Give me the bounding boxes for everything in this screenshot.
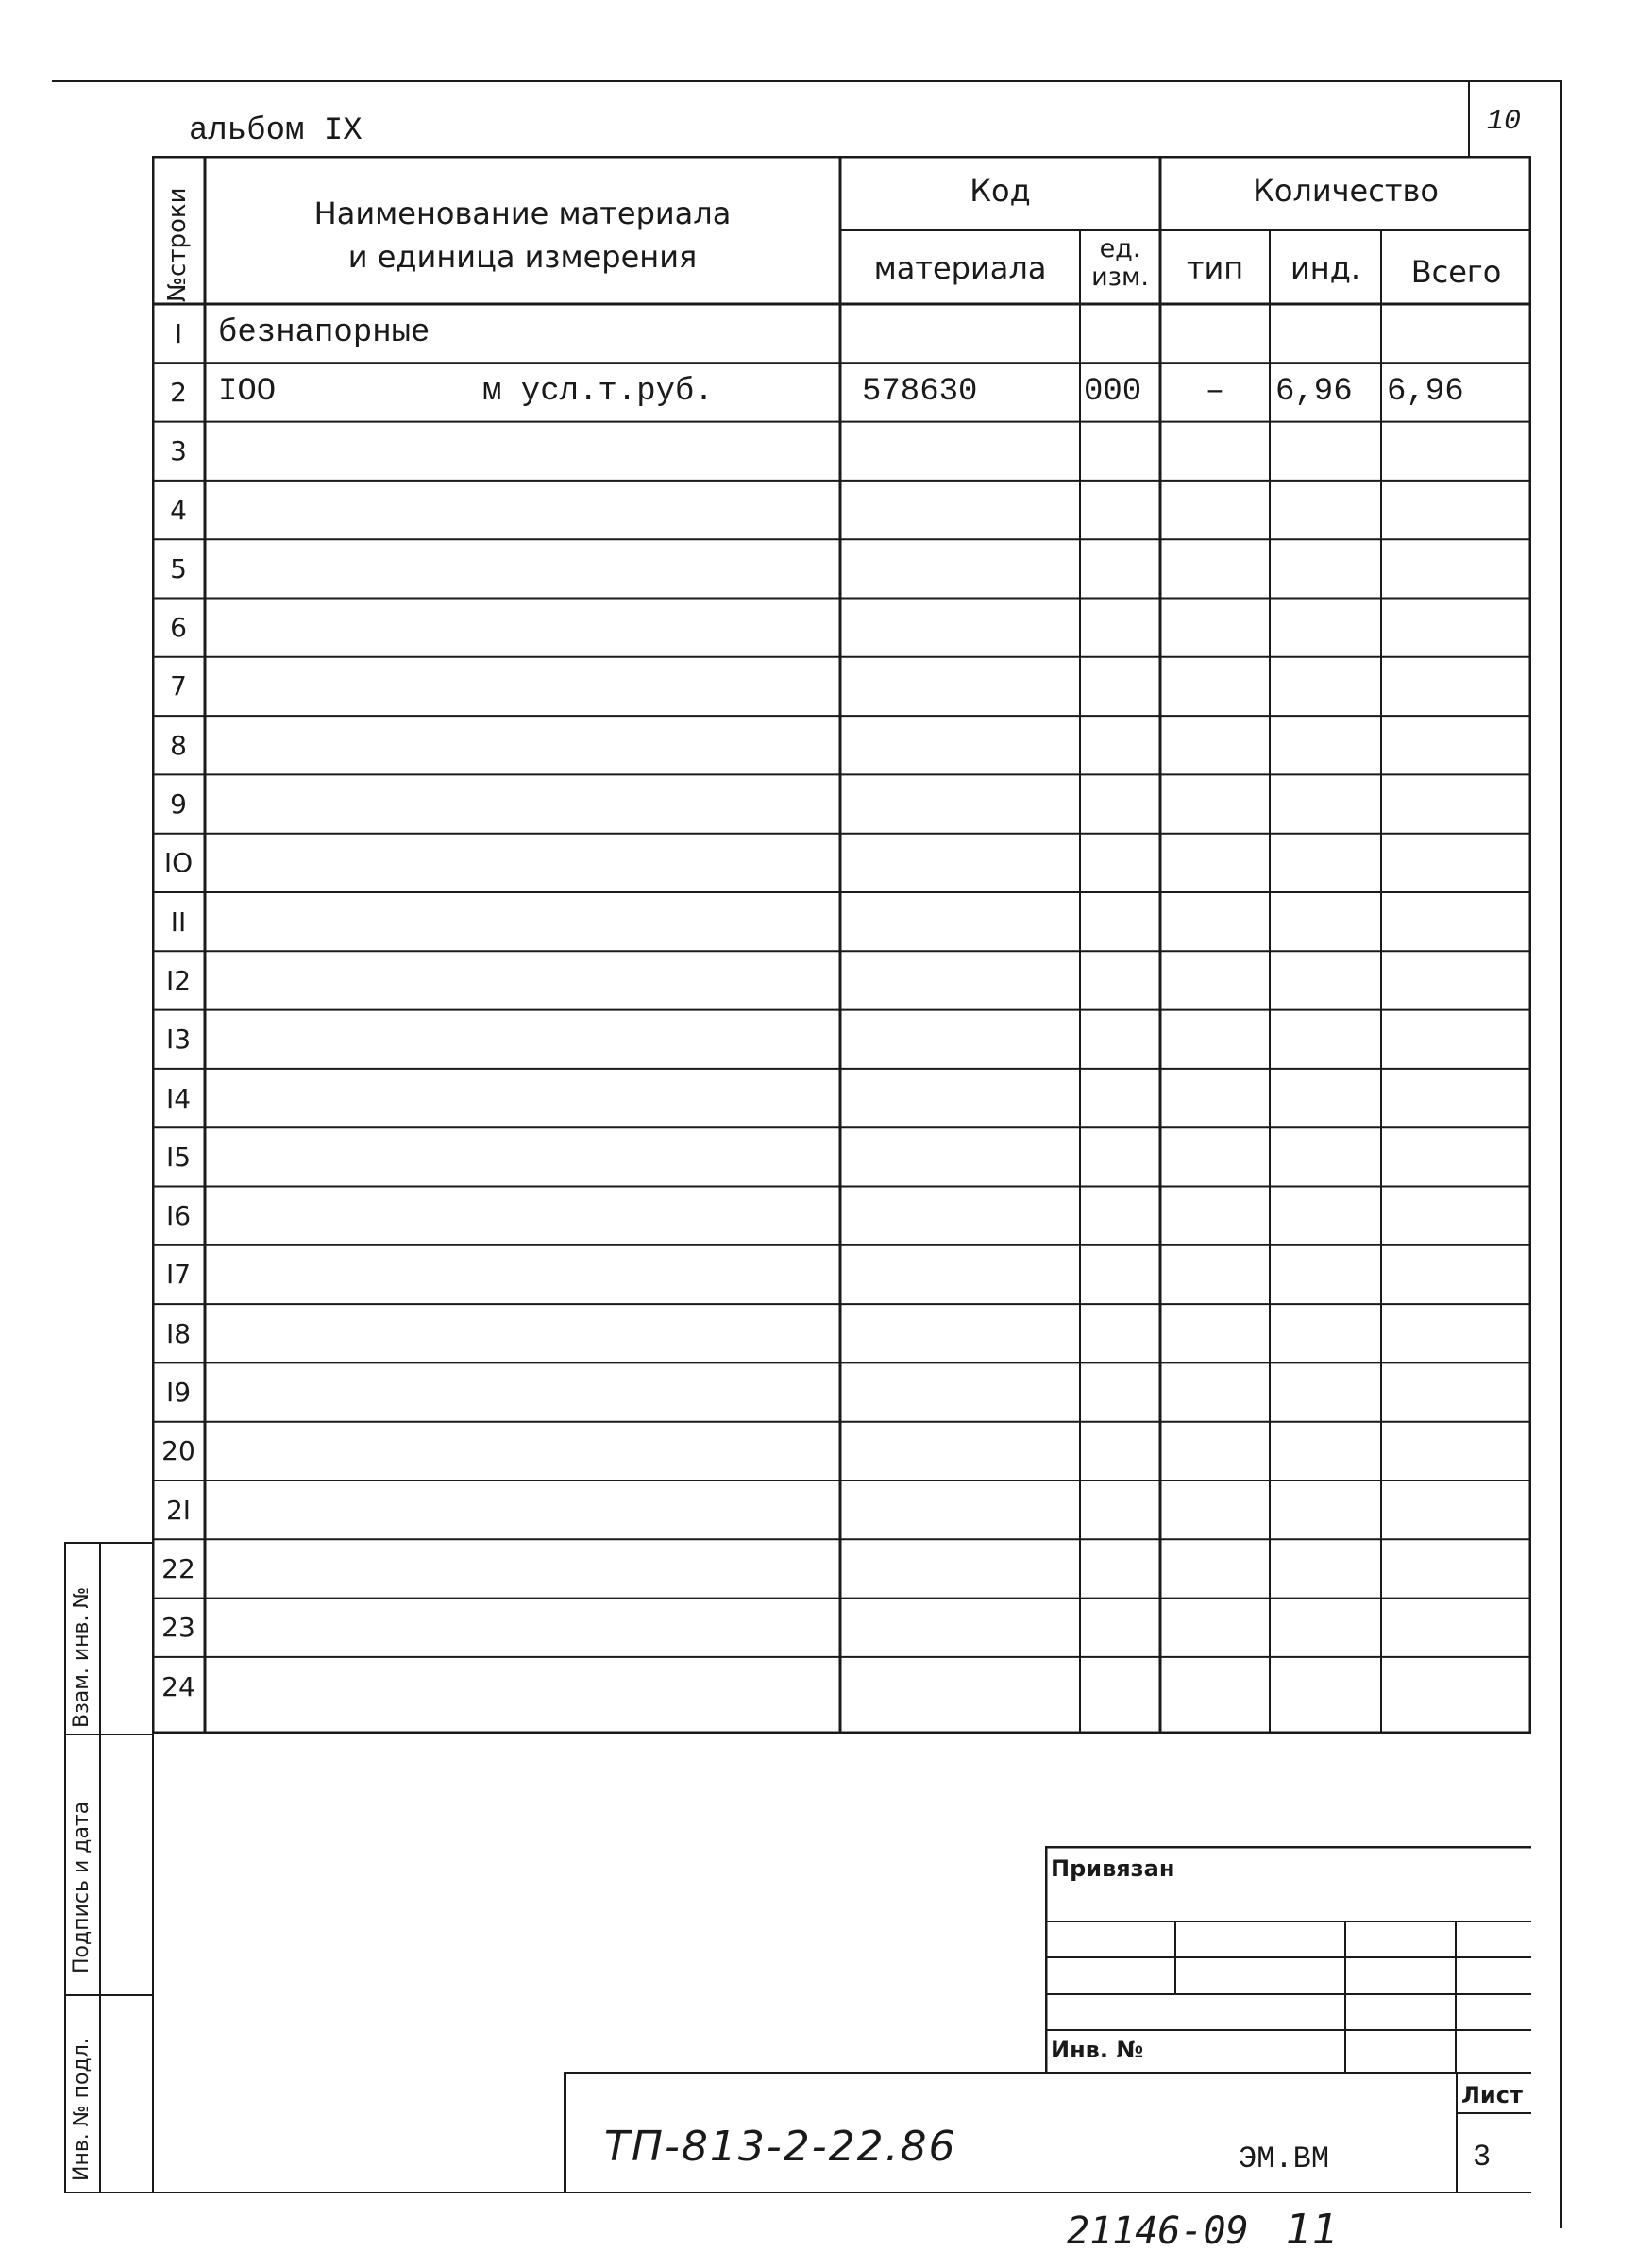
unit-code xyxy=(1084,657,1159,716)
material-unit-label: м усл.т.руб. xyxy=(482,374,714,411)
qty-total xyxy=(1387,1245,1528,1304)
unit-code xyxy=(1084,1599,1159,1657)
qty-ind xyxy=(1275,1304,1379,1362)
row-number: 4 xyxy=(170,494,187,526)
material-code xyxy=(862,834,1074,892)
header-ind: инд. xyxy=(1290,250,1360,286)
qty-total xyxy=(1387,1481,1528,1539)
row-number: I3 xyxy=(165,1024,192,1056)
qty-total xyxy=(1387,1304,1528,1362)
unit-code xyxy=(1084,1245,1159,1304)
qty-total xyxy=(1387,422,1528,481)
row-number: I xyxy=(174,317,183,349)
qty-type xyxy=(1160,1599,1270,1657)
unit-code xyxy=(1084,1422,1159,1481)
row-number: IO xyxy=(163,847,194,879)
material-unit-label xyxy=(482,1422,832,1481)
frame-left xyxy=(152,1734,154,2193)
qty-type: – xyxy=(1205,374,1225,411)
qty-type xyxy=(1160,304,1270,363)
qty-total xyxy=(1387,1657,1528,1716)
material-unit-label xyxy=(482,892,832,951)
material-unit-label xyxy=(482,1599,832,1657)
qty-total xyxy=(1387,892,1528,951)
inv-no-label: Инв. № xyxy=(1051,2037,1144,2063)
unit-code xyxy=(1084,481,1159,539)
qty-type xyxy=(1160,1069,1270,1127)
unit-code: 000 xyxy=(1084,374,1142,411)
qty-type xyxy=(1160,481,1270,539)
qty-total xyxy=(1387,1422,1528,1481)
qty-total xyxy=(1387,1069,1528,1127)
material-unit-label xyxy=(482,1304,832,1362)
material-code xyxy=(862,304,1074,363)
material-code xyxy=(862,774,1074,833)
qty-total xyxy=(1387,1010,1528,1069)
qty-total: 6,96 xyxy=(1387,374,1464,411)
qty-type xyxy=(1160,539,1270,598)
qty-type xyxy=(1160,599,1270,657)
qty-ind xyxy=(1275,422,1379,481)
material-code xyxy=(862,657,1074,716)
row-number: I9 xyxy=(165,1377,192,1409)
row-number: I4 xyxy=(165,1082,192,1114)
unit-code xyxy=(1084,1127,1159,1186)
qty-type xyxy=(1160,716,1270,774)
qty-total xyxy=(1387,1599,1528,1657)
qty-ind xyxy=(1275,1657,1379,1716)
document-mark: ЭМ.ВМ xyxy=(1239,2141,1330,2176)
row-number: 23 xyxy=(161,1612,195,1644)
row-number: 9 xyxy=(170,788,187,821)
row-number: 8 xyxy=(170,729,187,761)
unit-code xyxy=(1084,1187,1159,1245)
row-number: I8 xyxy=(165,1317,192,1349)
row-number: 22 xyxy=(161,1552,195,1584)
qty-total xyxy=(1387,834,1528,892)
unit-code xyxy=(1084,1304,1159,1362)
qty-total xyxy=(1387,1539,1528,1598)
material-code xyxy=(862,1539,1074,1598)
material-code xyxy=(862,1010,1074,1069)
row-number: I2 xyxy=(165,964,192,996)
material-code xyxy=(862,951,1074,1009)
header-name: Наименование материала xyxy=(313,195,732,231)
album-label: альбом IX xyxy=(189,113,363,149)
material-code xyxy=(862,1362,1074,1421)
material-code xyxy=(862,539,1074,598)
header-total: Всего xyxy=(1410,254,1502,290)
material-unit-label xyxy=(482,1362,832,1421)
qty-ind xyxy=(1275,304,1379,363)
qty-type xyxy=(1160,1422,1270,1481)
material-unit-label xyxy=(482,774,832,833)
side-stamp-div1 xyxy=(64,1734,154,1735)
unit-code xyxy=(1084,1657,1159,1716)
qty-type xyxy=(1160,1245,1270,1304)
unit-code xyxy=(1084,1010,1159,1069)
page-number-divider xyxy=(1468,80,1470,156)
qty-type xyxy=(1160,1657,1270,1716)
qty-total xyxy=(1387,951,1528,1009)
unit-code xyxy=(1084,422,1159,481)
qty-type xyxy=(1160,1362,1270,1421)
material-code xyxy=(862,1599,1074,1657)
row-number: 6 xyxy=(170,612,187,644)
row-number: 5 xyxy=(170,552,187,584)
qty-ind xyxy=(1275,716,1379,774)
qty-type xyxy=(1160,1304,1270,1362)
material-code xyxy=(862,1657,1074,1716)
material-code xyxy=(862,481,1074,539)
top-border xyxy=(52,80,1562,82)
side-inv-original: Инв. № подл. xyxy=(70,2038,93,2181)
header-type: тип xyxy=(1186,250,1244,286)
material-unit-label xyxy=(482,1481,832,1539)
unit-code xyxy=(1084,599,1159,657)
side-signature-date: Подпись и дата xyxy=(70,1801,93,1973)
right-border xyxy=(1560,80,1562,2228)
side-stamp-top xyxy=(64,1542,154,1544)
qty-type xyxy=(1160,1539,1270,1598)
qty-ind xyxy=(1275,774,1379,833)
document-code: ТП-813-2-22.86 xyxy=(604,2123,957,2171)
qty-total xyxy=(1387,716,1528,774)
doc-box-top xyxy=(564,2072,1531,2074)
row-number: I7 xyxy=(165,1259,192,1291)
material-unit-label xyxy=(482,1069,832,1127)
side-stamp-mid xyxy=(99,1542,101,2193)
material-name: безнапорные xyxy=(218,315,430,352)
material-code xyxy=(862,422,1074,481)
qty-ind xyxy=(1275,1127,1379,1186)
material-unit-label xyxy=(482,599,832,657)
material-code xyxy=(862,1422,1074,1481)
qty-ind xyxy=(1275,1481,1379,1539)
material-code xyxy=(862,1069,1074,1127)
header-name-unit: и единица измерения xyxy=(347,239,698,275)
side-stamp-div2 xyxy=(64,1994,154,1996)
page-number: 10 xyxy=(1487,106,1522,138)
qty-ind xyxy=(1275,1245,1379,1304)
qty-type xyxy=(1160,1010,1270,1069)
header-code: Код xyxy=(970,173,1031,209)
unit-code xyxy=(1084,1069,1159,1127)
sheet-box-left xyxy=(1456,2072,1458,2192)
qty-total xyxy=(1387,1127,1528,1186)
qty-ind xyxy=(1275,657,1379,716)
sheet-label: Лист xyxy=(1461,2082,1523,2108)
qty-type xyxy=(1160,1187,1270,1245)
qty-ind xyxy=(1275,481,1379,539)
qty-type xyxy=(1160,422,1270,481)
qty-total xyxy=(1387,481,1528,539)
qty-total xyxy=(1387,599,1528,657)
qty-ind xyxy=(1275,892,1379,951)
qty-type xyxy=(1160,1481,1270,1539)
qty-ind xyxy=(1275,1599,1379,1657)
material-unit-label xyxy=(482,304,832,363)
material-code xyxy=(862,1481,1074,1539)
material-code: 578630 xyxy=(862,374,978,411)
archive-sheet: 11 xyxy=(1286,2206,1339,2254)
row-number: 2 xyxy=(170,376,187,408)
side-stamp-bottom xyxy=(64,2192,154,2193)
material-code xyxy=(862,892,1074,951)
row-number: 20 xyxy=(161,1435,195,1467)
linked-label: Привязан xyxy=(1051,1855,1175,1882)
qty-ind xyxy=(1275,1069,1379,1127)
unit-code xyxy=(1084,1481,1159,1539)
header-unit-line2: изм. xyxy=(1091,262,1149,292)
row-number: 24 xyxy=(161,1670,195,1702)
qty-type xyxy=(1160,951,1270,1009)
qty-ind xyxy=(1275,539,1379,598)
row-number: II xyxy=(170,906,187,938)
header-material: материала xyxy=(873,250,1047,286)
material-unit-label xyxy=(482,1010,832,1069)
material-unit-label xyxy=(482,422,832,481)
row-number: 2I xyxy=(165,1494,192,1526)
linked-stamp xyxy=(1045,1846,1531,2073)
side-replace-inv: Взам. инв. № xyxy=(70,1586,93,1728)
qty-ind xyxy=(1275,1422,1379,1481)
archive-number: 21146-09 xyxy=(1067,2209,1249,2253)
unit-code xyxy=(1084,1539,1159,1598)
material-unit-label xyxy=(482,1539,832,1598)
material-code xyxy=(862,599,1074,657)
qty-type xyxy=(1160,1127,1270,1186)
qty-total xyxy=(1387,539,1528,598)
material-name: IOO xyxy=(218,374,277,411)
unit-code xyxy=(1084,304,1159,363)
qty-ind xyxy=(1275,834,1379,892)
unit-code xyxy=(1084,774,1159,833)
material-unit-label xyxy=(482,834,832,892)
qty-ind xyxy=(1275,599,1379,657)
material-unit-label xyxy=(482,481,832,539)
unit-code xyxy=(1084,834,1159,892)
material-code xyxy=(862,1245,1074,1304)
header-row-number: №строки xyxy=(163,187,192,302)
header-unit: ед. xyxy=(1099,234,1141,263)
unit-code xyxy=(1084,716,1159,774)
unit-code xyxy=(1084,539,1159,598)
material-unit-label xyxy=(482,716,832,774)
material-unit-label xyxy=(482,1187,832,1245)
qty-ind xyxy=(1275,1362,1379,1421)
row-number: I6 xyxy=(165,1200,192,1232)
qty-type xyxy=(1160,657,1270,716)
material-unit-label xyxy=(482,657,832,716)
unit-code xyxy=(1084,1362,1159,1421)
material-unit-label xyxy=(482,951,832,1009)
side-stamp-left xyxy=(64,1542,66,2193)
header-quantity: Количество xyxy=(1253,173,1439,209)
qty-ind xyxy=(1275,1010,1379,1069)
qty-total xyxy=(1387,304,1528,363)
row-number: 3 xyxy=(170,435,187,467)
qty-type xyxy=(1160,774,1270,833)
doc-box-left xyxy=(564,2072,566,2192)
qty-total xyxy=(1387,1187,1528,1245)
sheet-box-divider xyxy=(1456,2112,1531,2114)
material-code xyxy=(862,1304,1074,1362)
qty-ind xyxy=(1275,951,1379,1009)
qty-ind xyxy=(1275,1187,1379,1245)
row-number: I5 xyxy=(165,1141,192,1173)
qty-type xyxy=(1160,834,1270,892)
qty-type xyxy=(1160,892,1270,951)
qty-ind: 6,96 xyxy=(1275,374,1353,411)
unit-code xyxy=(1084,892,1159,951)
qty-total xyxy=(1387,774,1528,833)
material-code xyxy=(862,1187,1074,1245)
qty-ind xyxy=(1275,1539,1379,1598)
material-code xyxy=(862,716,1074,774)
row-number: 7 xyxy=(170,670,187,702)
unit-code xyxy=(1084,951,1159,1009)
sheet-number: 3 xyxy=(1473,2140,1492,2175)
frame-bottom xyxy=(152,2192,1531,2193)
material-unit-label xyxy=(482,1245,832,1304)
material-code xyxy=(862,1127,1074,1186)
material-unit-label xyxy=(482,1127,832,1186)
material-unit-label xyxy=(482,539,832,598)
materials-table xyxy=(152,156,1531,1734)
qty-total xyxy=(1387,1362,1528,1421)
material-unit-label xyxy=(482,1657,832,1716)
qty-total xyxy=(1387,657,1528,716)
